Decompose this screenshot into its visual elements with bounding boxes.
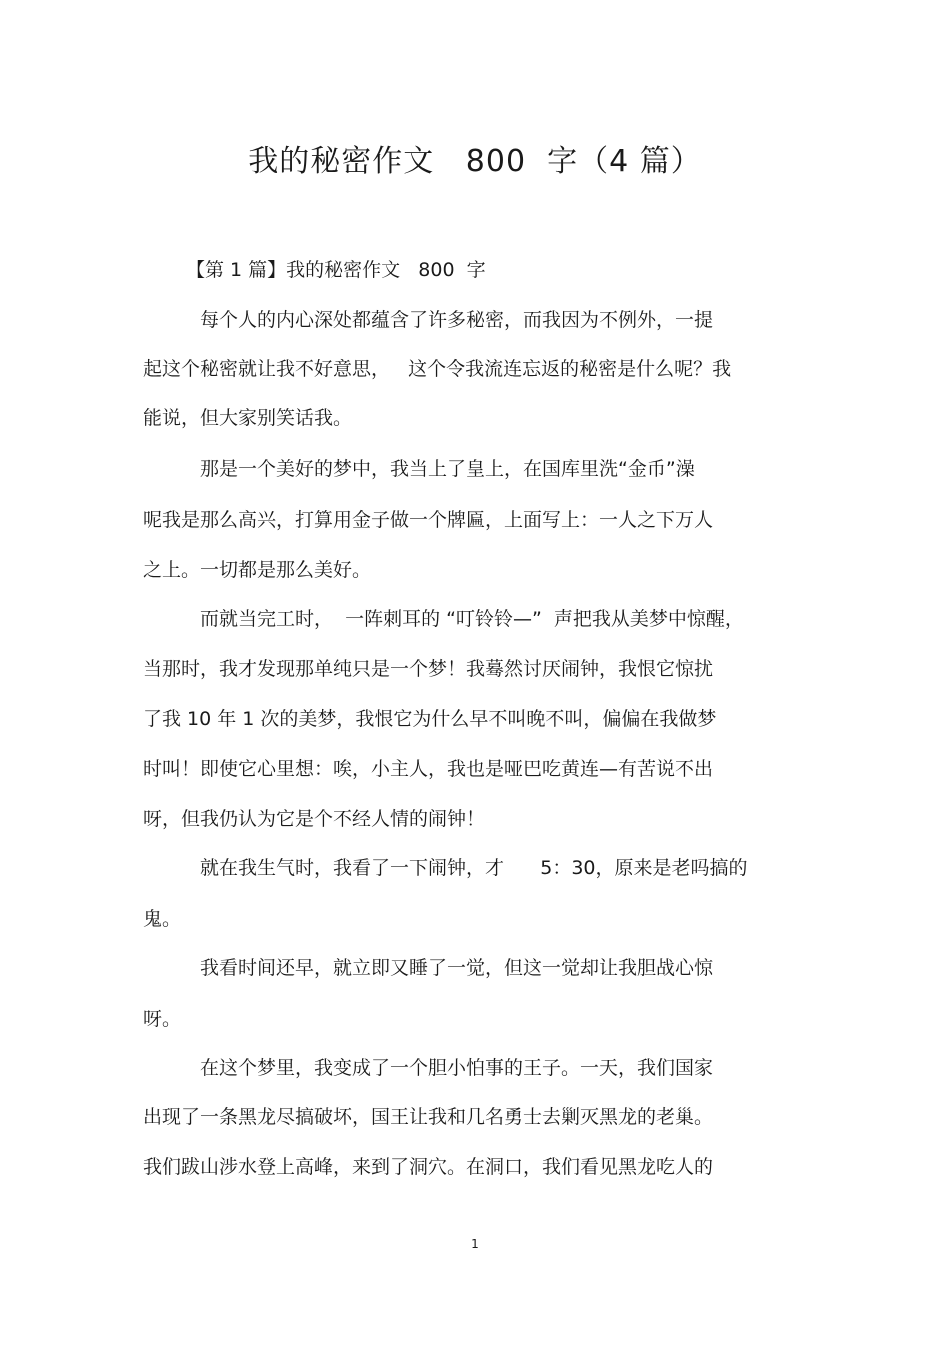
text-line: 我们跋山涉水登上高峰，来到了洞穴。在洞口，我们看见黑龙吃人的 [143, 1156, 714, 1178]
page-number: 1 [471, 1237, 479, 1251]
text-line: 时叫！即使它心里想：唉，小主人，我也是哑巴吃黄连—有苦说不出 [143, 758, 714, 780]
text-line: 出现了一条黑龙尽搞破坏，国王让我和几名勇士去剿灭黑龙的老巢。 [143, 1106, 714, 1128]
text-line: 了我 10 年 1 次的美梦，我恨它为什么早不叫晚不叫，偏偏在我做梦 [143, 708, 717, 730]
document-title: 我的秘密作文 800 字（4 篇） [248, 144, 702, 179]
text-line: 那是一个美好的梦中，我当上了皇上，在国库里洗“金币”澡 [200, 458, 695, 480]
text-line: 而就当完工时， 一阵刺耳的 “叮铃铃—” 声把我从美梦中惊醒， [200, 608, 744, 630]
text-line: 在这个梦里，我变成了一个胆小怕事的王子。一天，我们国家 [200, 1057, 714, 1079]
text-line: 我看时间还早，就立即又睡了一觉，但这一觉却让我胆战心惊 [200, 957, 714, 979]
text-line: 起这个秘密就让我不好意思， 这个令我流连忘返的秘密是什么呢？我 [143, 358, 732, 380]
text-line: 鬼。 [143, 908, 182, 930]
text-line: 呀，但我仍认为它是个不经人情的闹钟！ [143, 808, 486, 830]
text-line: 能说，但大家别笑话我。 [143, 407, 353, 429]
text-line: 每个人的内心深处都蕴含了许多秘密，而我因为不例外，一提 [200, 309, 714, 331]
section-heading: 【第 1 篇】我的秘密作文 800 字 [186, 259, 486, 281]
text-line: 就在我生气时，我看了一下闹钟，才 5：30，原来是老吗搞的 [200, 857, 748, 879]
text-line: 呢我是那么高兴，打算用金子做一个牌匾，上面写上：一人之下万人 [143, 509, 714, 531]
text-line: 当那时，我才发现那单纯只是一个梦！我蓦然讨厌闹钟，我恨它惊扰 [143, 658, 714, 680]
text-line: 呀。 [143, 1008, 182, 1030]
text-line: 之上。一切都是那么美好。 [143, 559, 372, 581]
